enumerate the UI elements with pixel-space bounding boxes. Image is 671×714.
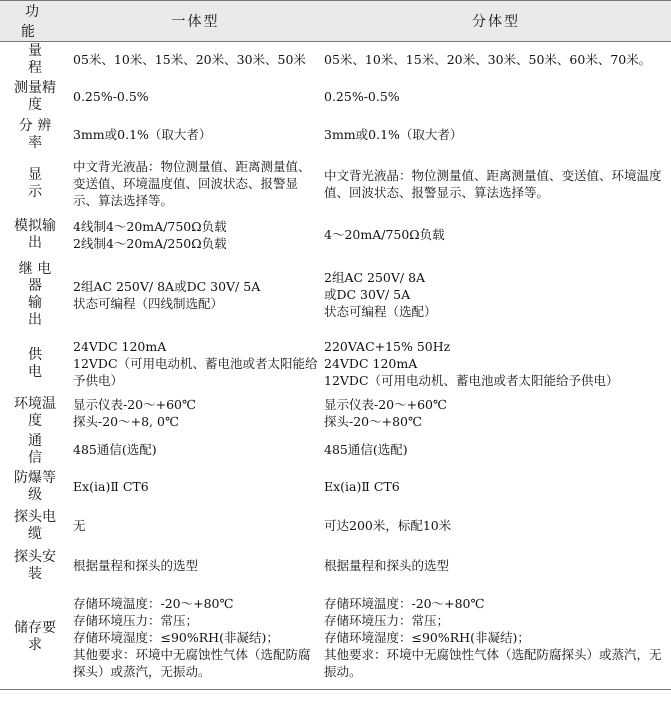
split-value: 0.25%-0.5% bbox=[324, 89, 400, 104]
integrated-value: 24VDC 120mA 12VDC（可用电动机、蓄电池或者太阳能给予供电） bbox=[73, 339, 318, 388]
split-value: 中文背光液晶：物位测量值、距离测量值、变送值、环境温度值、回波状态、报警显示、算法选择等。 bbox=[324, 167, 662, 200]
row-label: 显 示 bbox=[28, 166, 42, 200]
table-row bbox=[0, 154, 671, 214]
split-value: 根据量程和探头的选型 bbox=[324, 558, 450, 573]
row-label: 分 辨 率 bbox=[18, 117, 52, 151]
split-value: 存储环境温度：-20～+80℃ 存储环境压力：常压； 存储环境湿度：≤90%RH(非凝结)； 其他要求：环境中无腐蚀性气体（选配防腐探头）或蒸汽，无振动。 bbox=[321, 586, 671, 690]
table-row bbox=[0, 432, 671, 468]
split-value: Ex(ia)Ⅱ CT6 bbox=[324, 479, 400, 494]
row-label: 储存要 求 bbox=[0, 586, 70, 690]
integrated-value: 根据量程和探头的选型 bbox=[73, 558, 199, 573]
integrated-value: 无 bbox=[73, 518, 86, 533]
table-row bbox=[0, 78, 671, 116]
table-row bbox=[0, 116, 671, 154]
integrated-value: 3mm或0.1%（取大者） bbox=[73, 127, 212, 142]
table-row bbox=[0, 214, 671, 256]
table-row bbox=[0, 506, 671, 546]
header-integrated: 一体型 bbox=[70, 1, 321, 42]
split-value: 485通信(选配) bbox=[324, 442, 408, 457]
row-label: 供 电 bbox=[28, 346, 42, 380]
row-label: 模拟输 出 bbox=[14, 217, 56, 251]
integrated-value: Ex(ia)Ⅱ CT6 bbox=[73, 479, 149, 494]
split-value: 3mm或0.1%（取大者） bbox=[324, 127, 463, 142]
table-row bbox=[0, 42, 671, 78]
split-value: 2组AC 250V/ 8A 或DC 30V/ 5A 状态可编程（选配） bbox=[324, 270, 437, 319]
row-label: 测量精 度 bbox=[14, 79, 56, 113]
table-row bbox=[0, 586, 671, 690]
row-label: 量 程 bbox=[28, 42, 42, 76]
header-row bbox=[0, 1, 671, 42]
integrated-value: 485通信(选配) bbox=[73, 442, 157, 457]
split-value: 220VAC+15% 50Hz 24VDC 120mA 12VDC（可用电动机、蓄电池或者太阳能给予供电） bbox=[324, 339, 619, 388]
integrated-value: 中文背光液晶：物位测量值、距离测量值、变送值、环境温度值、回波状态、报警显示、算法选择等。 bbox=[73, 159, 311, 208]
split-value: 显示仪表-20～+60℃ 探头-20～+80℃ bbox=[324, 396, 447, 429]
header-split: 分体型 bbox=[321, 1, 671, 42]
row-label: 通 信 bbox=[28, 432, 42, 466]
row-label: 继 电 器 输 出 bbox=[18, 260, 52, 328]
row-label: 探头电 缆 bbox=[14, 508, 56, 542]
table-row bbox=[0, 334, 671, 394]
split-value: 可达200米，标配10米 bbox=[324, 518, 452, 533]
split-value: 4～20mA/750Ω负载 bbox=[324, 227, 445, 242]
header-function: 功 能 bbox=[0, 1, 70, 42]
integrated-value: 显示仪表-20～+60℃ 探头-20～+8, 0℃ bbox=[73, 396, 196, 429]
integrated-value: 2组AC 250V/ 8A或DC 30V/ 5A 状态可编程（四线制选配） bbox=[73, 278, 261, 311]
table-row bbox=[0, 256, 671, 334]
integrated-value: 05米、10米、15米、20米、30米、50米 bbox=[73, 52, 306, 68]
row-label: 防爆等 级 bbox=[14, 469, 56, 503]
table-row bbox=[0, 546, 671, 586]
table-row bbox=[0, 468, 671, 506]
integrated-value: 4线制4～20mA/750Ω负载 2线制4～20mA/250Ω负载 bbox=[73, 218, 227, 251]
table-row bbox=[0, 394, 671, 432]
integrated-value: 存储环境温度：-20～+80℃ 存储环境压力：常压； 存储环境湿度：≤90%RH(非凝结)； 其他要求：环境中无腐蚀性气体（选配防腐探头）或蒸汽，无振动。 bbox=[70, 586, 321, 690]
row-label: 环境温 度 bbox=[14, 395, 56, 429]
split-value: 05米、10米、15米、20米、30米、50米、60米、70米。 bbox=[324, 52, 652, 68]
integrated-value: 0.25%-0.5% bbox=[73, 89, 149, 104]
row-label: 探头安 装 bbox=[14, 548, 56, 582]
